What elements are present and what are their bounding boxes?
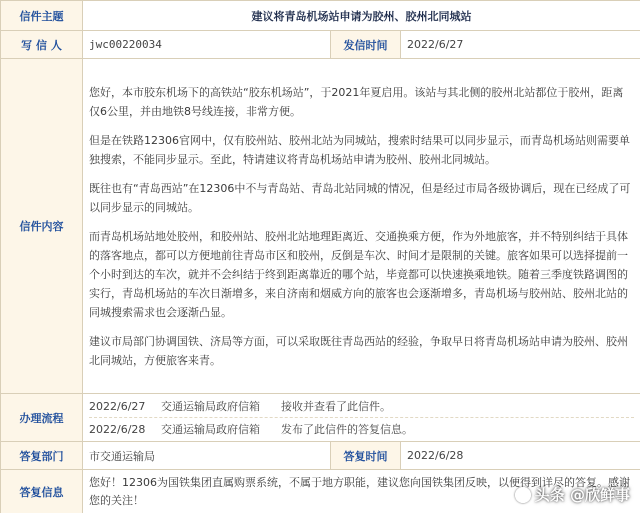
watermark-text: 头条 @欣鲜事 (534, 486, 630, 504)
content-paragraph: 您好，本市胶东机场下的高铁站“胶东机场站”，于2021年夏启用。该站与其北侧的胶州北站都位于胶州，距离仅6公里，并由地铁8号线连接，非常方便。 (89, 85, 624, 118)
reply-dept: 市交通运输局 (83, 442, 331, 470)
reply-time-label: 答复时间 (331, 442, 401, 470)
process-step-dept: 交通运输局政府信箱 (161, 423, 260, 436)
send-time-label: 发信时间 (331, 31, 401, 59)
letter-content (83, 59, 640, 394)
content-label: 信件内容 (1, 59, 83, 394)
subject-row (1, 1, 640, 31)
process-label: 办理流程 (1, 394, 83, 442)
letter-subject: 建议将青岛机场站申请为胶州、胶州北同城站 (83, 1, 640, 31)
content-paragraph: 建议市局部门协调国铁、济局等方面，可以采取既往青岛西站的经验，争取早日将青岛机场站申请为胶州、胶州北同城站，方便旅客来青。 (89, 334, 628, 367)
reply-dept-row (1, 442, 640, 470)
content-paragraph: 但是在铁路12306官网中，仅有胶州站、胶州北站为同城站，搜索时结果可以同步显示，而青岛机场站则需要单独搜索，不能同步显示。至此，特请建议将青岛机场站申请为胶州、胶州北同城站。 (89, 133, 630, 166)
reply-info-label: 答复信息 (1, 470, 83, 513)
writer-id: jwc00220034 (83, 31, 331, 59)
content-row (1, 59, 640, 394)
content-paragraph: 而青岛机场站地处胶州，和胶州站、胶州北站地理距离近、交通换乘方便，作为外地旅客，并不特别纠结于具体的落客地点，都可以方便地前往青岛市区和胶州，反倒是车次、时间才是限制的关键。旅客如果可以选择提前一个小时到达的车次，就并不会纠结于终到距离靠近的哪个站，毕竟都可以快速换乘地铁。随着三季度铁路调图的实行，青岛机场站的车次日渐增多，来自济南和烟威方向的旅客也会逐渐增多，青岛机场与胶州站、胶州北站的同城搜索需求也会逐渐凸显。 (89, 229, 628, 319)
process-steps (83, 394, 640, 442)
process-step-action: 发布了此信件的答复信息。 (281, 423, 413, 436)
process-step (89, 395, 634, 417)
process-step-date: 2022/6/27 (89, 399, 146, 413)
writer-row (1, 31, 640, 59)
process-step-dept: 交通运输局政府信箱 (161, 400, 260, 413)
reply-time: 2022/6/28 (401, 442, 640, 470)
process-step-date: 2022/6/28 (89, 422, 146, 436)
process-step-action: 接收并查看了此信件。 (281, 400, 391, 413)
send-time: 2022/6/27 (401, 31, 640, 59)
writer-label: 写 信 人 (1, 31, 83, 59)
toutiao-logo-icon (515, 487, 531, 503)
subject-label: 信件主题 (1, 1, 83, 31)
process-row (1, 394, 640, 442)
process-step (89, 417, 634, 440)
reply-info: 您好！12306为国铁集团直属购票系统，不属于地方职能，建议您向国铁集团反映，以便得到详尽的答复。感谢您的关注！ (83, 470, 640, 513)
toutiao-watermark (515, 484, 630, 505)
content-paragraph: 既往也有“青岛西站”在12306中不与青岛站、青岛北站同城的情况，但是经过市局各级协调后，现在已经成了可以同步显示的同城站。 (89, 181, 631, 214)
reply-dept-label: 答复部门 (1, 442, 83, 470)
